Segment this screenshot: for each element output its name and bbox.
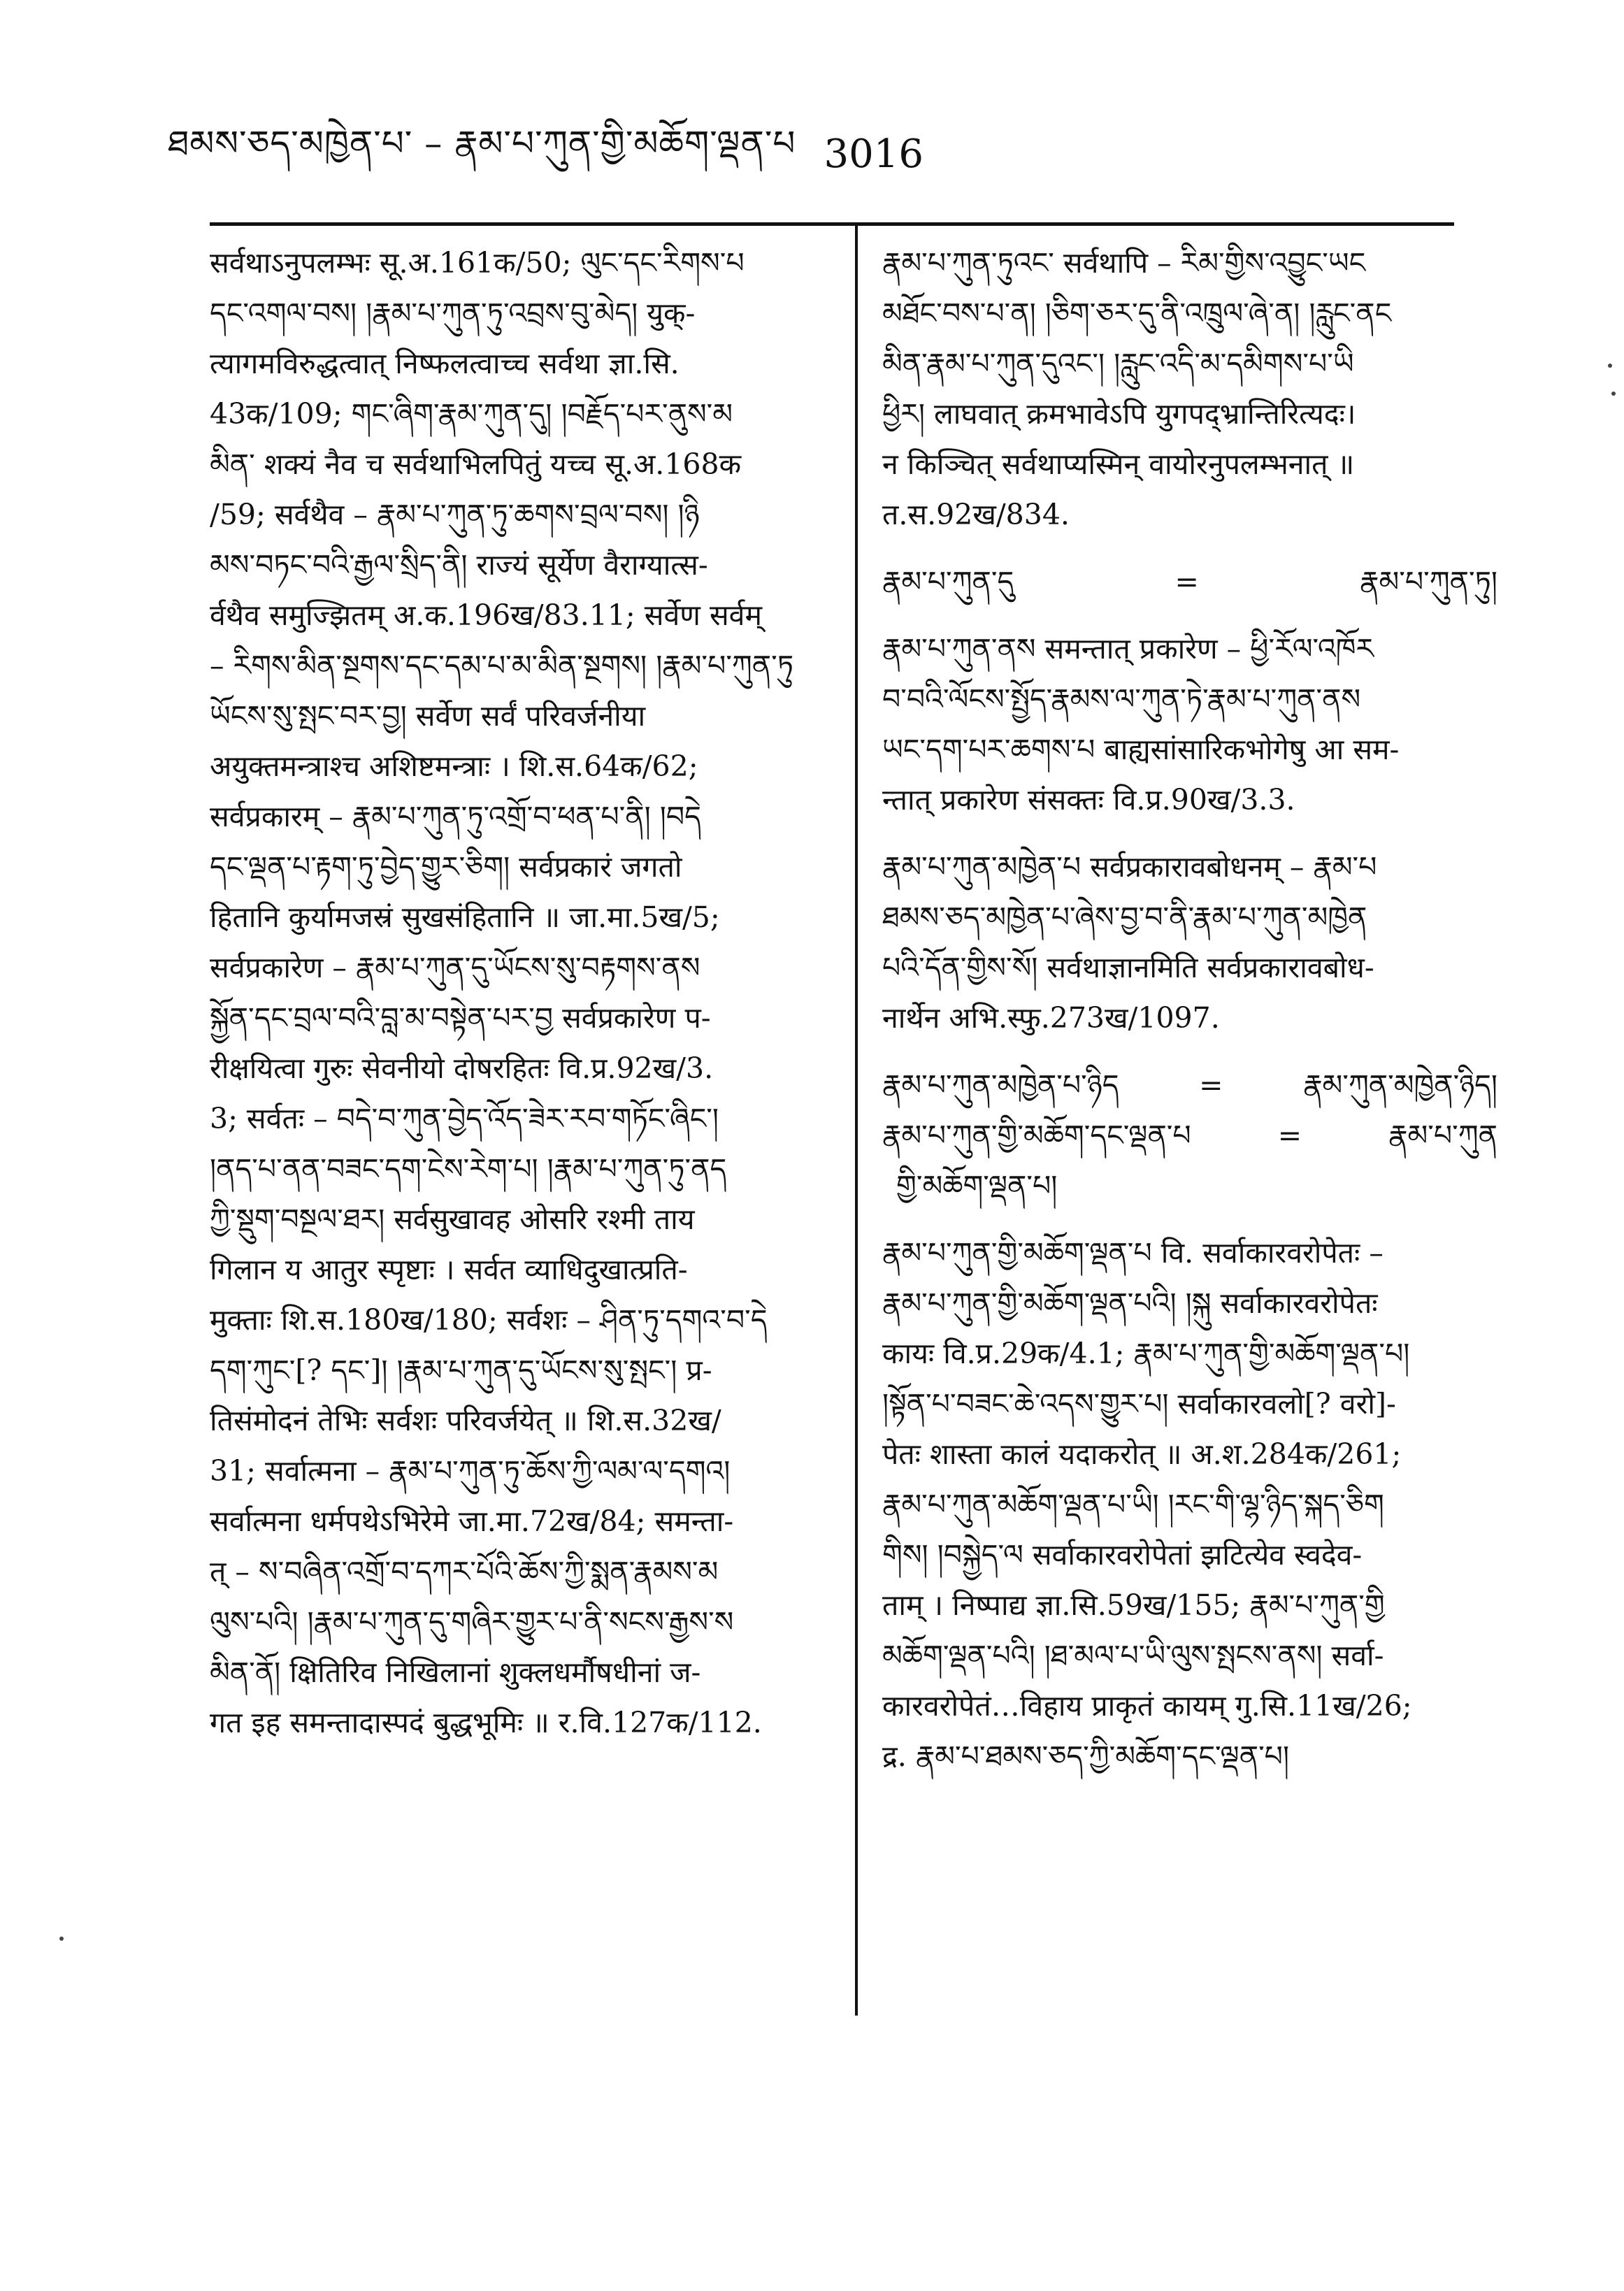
text-line: རྣམ་པ་ཀུན་མཆོག་ལྡན་པ་ཡི། །རང་གི་ལྷ་ཉིད་སྐད་ཅིག [882, 1488, 1384, 1521]
text-line: གིས། །བསྐྱེད་ལ सर्वाकारवरोपेतां झटित्येव स्वदेव- [882, 1538, 1363, 1572]
header-rule [210, 222, 1454, 226]
running-head-title: ཐམས་ཅད་མཁྱེན་པ་ – རྣམ་པ་ཀུན་གྱི་མཆོག་ལྡན་པ [168, 123, 796, 164]
equivalence-term: རྣམ་པ་ཀུན་གྱི་མཆོག་དང་ལྡན་པ [882, 1119, 1191, 1152]
column-divider [855, 226, 858, 2016]
equivalence-target: རྣམ་པ་ཀུན [1388, 1119, 1497, 1152]
entry-samantat [882, 624, 1497, 825]
text-line: མཐོང་བས་པ་ན། །ཅིག་ཅར་དུ་ནི་འཁྲུལ་ཞེ་ན། །རླུང་ནང [882, 296, 1392, 330]
text-line: तिसंमोदनं तेभिः सर्वशः परिवर्जयेत् ॥ शि.स.32ख/ [210, 1404, 721, 1437]
text-line: རྣམ་པ་ཀུན་ནས समन्तात् प्रकारेण – ཕྱི་རོལ་འཁོར [882, 632, 1374, 666]
text-line: गिलान य आतुर स्पृष्टाः । सर्वत व्याधिदुखात्प्रति- [210, 1253, 688, 1286]
text-line: सर्वप्रकारम् – རྣམ་པ་ཀུན་ཏུ་འགྲོ་བ་ཕན་པ་ནི། །བདེ [210, 800, 701, 833]
equivalence-sign: = [1174, 565, 1199, 598]
text-line: དག་ཀུང་[? དང་]། །རྣམ་པ་ཀུན་དུ་ཡོངས་སུ་སྤང་། प्र- [210, 1353, 712, 1387]
equivalence-term: རྣམ་པ་ཀུན་དུ [882, 565, 1014, 598]
text-line: – རིགས་མིན་སྔགས་དང་དམ་པ་མ་མིན་སྔགས། །རྣམ་པ་ཀུན་ཏུ [210, 649, 794, 682]
equivalence-continuation: གྱི་མཆོག་ལྡན་པ། [896, 1169, 1058, 1202]
text-line: མིན་ शक्यं नैव च सर्वथाभिलपितुं यच्च सू.अ.168क [210, 447, 742, 481]
text-line: རྣམ་པ་ཀུན་ཏུའང་ सर्वथापि – རིམ་གྱིས་འབྱུང་ཡང [882, 246, 1366, 280]
text-line: मुक्ताः शि.स.180ख/180; सर्वशः – ཤིན་ཏུ་དགའ་བ་དེ [210, 1303, 768, 1337]
entry-sarvathapi [882, 238, 1497, 540]
text-line: न किञ्चित् सर्वथाप्यस्मिन् वायोरनुपलम्भनात् ॥ [882, 447, 1355, 481]
text-line: སྐྱོན་དང་བྲལ་བའི་བླ་མ་བསྟེན་པར་བྱ सर्वप्रकारेण प- [210, 1001, 711, 1035]
text-line: सर्वात्मना धर्मपथेऽभिरेमे जा.मा.72ख/84; समन्ता- [210, 1504, 734, 1538]
equivalence-row [882, 556, 1497, 607]
equivalence-target: རྣམ་ཀུན་མཁྱེན་ཉིད། [1303, 1068, 1497, 1102]
text-line: सर्वप्रकारेण – རྣམ་པ་ཀུན་དུ་ཡོངས་སུ་བརྟགས་ནས [210, 951, 700, 984]
entry-sarvakaravaropeta [882, 1228, 1497, 1781]
scan-speck [59, 1937, 64, 1941]
left-column-text [210, 238, 825, 1748]
text-line: द्र. རྣམ་པ་ཐམས་ཅད་ཀྱི་མཆོག་དང་ལྡན་པ། [882, 1739, 1290, 1773]
text-line: त.स.92ख/834. [882, 498, 1070, 531]
scan-speck [1611, 392, 1616, 396]
text-line: कायः वि.प्र.29क/4.1; རྣམ་པ་ཀུན་གྱི་མཆོག་ལྡན་པ། [882, 1337, 1410, 1370]
text-line: །ནད་པ་ནན་བཟང་དག་ངེས་རེག་པ། །རྣམ་པ་ཀུན་ཏུ་ནད [210, 1152, 727, 1186]
entry-sarvaprakaravabodhana [882, 842, 1497, 1043]
text-line: 3; सर्वतः – བདེ་བ་ཀུན་བྱེད་འོད་ཟེར་རབ་གཏོང་ཞིང་། [210, 1102, 719, 1135]
text-line: དང་འགལ་བས། །རྣམ་པ་ཀུན་ཏུ་འབྲས་བུ་མེད། युक्- [210, 296, 696, 330]
text-line: 43क/109; གང་ཞིག་རྣམ་ཀུན་དུ། །བརྗོད་པར་ནུས་མ [210, 397, 733, 431]
equivalence-row [882, 1110, 1497, 1161]
text-line: 31; सर्वात्मना – རྣམ་པ་ཀུན་ཏུ་ཆོས་ཀྱི་ལམ་ལ་དགའ། [210, 1454, 731, 1488]
equivalence-sign: = [1199, 1068, 1223, 1102]
page-number: 3016 [824, 131, 924, 177]
right-column [882, 238, 1497, 1798]
scan-speck [1608, 364, 1612, 368]
text-line: त् – ས་བཞིན་འགྲོ་བ་དཀར་པོའི་ཆོས་ཀྱི་སྨན་རྣམས་མ [210, 1555, 719, 1588]
text-line: རྣམ་པ་ཀུན་གྱི་མཆོག་ལྡན་པ वि. सर्वाकारवरोपेतः – [882, 1236, 1384, 1270]
equivalence-target: རྣམ་པ་ཀུན་ཏུ། [1360, 565, 1497, 598]
text-line: དང་ལྡན་པ་རྟག་ཏུ་བྱེད་གྱུར་ཅིག། सर्वप्रकारं जगतो [210, 850, 682, 884]
text-line: ताम् । निष्पाद्य ज्ञा.सि.59ख/155; རྣམ་པ་ཀུན་གྱི [882, 1588, 1385, 1622]
text-line: ཡང་དག་པར་ཆགས་པ बाह्यसांसारिकभोगेषु आ सम- [882, 733, 1400, 766]
text-line: सर्वथाऽनुपलम्भः सू.अ.161क/50; ལུང་དང་རིགས་པ [210, 246, 745, 280]
equivalence-row [882, 1060, 1497, 1110]
equivalence-term: རྣམ་པ་ཀུན་མཁྱེན་པ་ཉིད [882, 1068, 1119, 1102]
left-column [210, 238, 825, 1765]
text-line: །སྟོན་པ་བཟང་ཆེ་འདས་གྱུར་པ། सर्वाकारवलो[? वरो]- [882, 1387, 1396, 1421]
text-line: त्यागमविरुद्धत्वात् निष्फलत्वाच्च सर्वथा ज्ञा.सि. [210, 347, 680, 380]
text-line: र्वथैव समुज्झितम् अ.क.196ख/83.11; सर्वेण सर्वम् [210, 598, 762, 632]
equivalence-block [882, 1110, 1497, 1211]
text-line: गत इह समन्तादास्पदं बुद्धभूमिः ॥ र.वि.127क/112. [210, 1706, 762, 1739]
text-line: ལུས་པའི། །རྣམ་པ་ཀུན་དུ་གཞིར་གྱུར་པ་ནི་སངས་རྒྱས་ས [210, 1605, 734, 1639]
equivalence-sign: = [1277, 1119, 1302, 1152]
text-line: ཡོངས་སུ་སྤང་བར་བྱ། सर्वेण सर्वं परिवर्जनीया [210, 699, 646, 733]
text-line: न्तात् प्रकारेण संसक्तः वि.प्र.90ख/3.3. [882, 783, 1295, 817]
text-line: पेतः शास्ता कालं यदाकरोत् ॥ अ.श.284क/261; [882, 1437, 1402, 1471]
text-line: रीक्षयित्वा गुरुः सेवनीयो दोषरहितः वि.प्र.92ख/3. [210, 1051, 714, 1085]
text-line: མཆོག་ལྡན་པའི། །ཐ་མལ་པ་ཡི་ལུས་སྤངས་ནས། सर्वा- [882, 1639, 1384, 1672]
text-line: བ་བའི་ལོངས་སྤྱོད་རྣམས་ལ་ཀུན་ཏེ་རྣམ་པ་ཀུན་ནས [882, 682, 1361, 716]
text-line: མིན་རྣམ་པ་ཀུན་དུའང་། །རླུང་འདི་མ་དམིགས་པ་ཡི [882, 347, 1354, 380]
text-line: हितानि कुर्यामजस्रं सुखसंहितानि ॥ जा.मा.5ख/5; [210, 900, 720, 934]
text-line: अयुक्तमन्त्राश्च अशिष्टमन्त्राः । शि.स.64क/62; [210, 749, 698, 783]
text-line: ཀྱི་སྡུག་བསྔལ་ཐར། सर्वसुखावह ओसरि रश्मी ताय [210, 1202, 695, 1236]
running-head [168, 119, 972, 189]
text-line: རྣམ་པ་ཀུན་གྱི་མཆོག་ལྡན་པའི། །སྐུ सर्वाकारवरोपेतः [882, 1286, 1378, 1320]
text-line: ཕྱིར། लाघवात् क्रमभावेऽपि युगपद्भ्रान्तिरित्यदः। [882, 397, 1356, 431]
text-line: नार्थेन अभि.स्फु.273ख/1097. [882, 1001, 1220, 1035]
text-line: कारवरोपेतं…विहाय प्राकृतं कायम् गु.सि.11ख/26; [882, 1689, 1412, 1723]
text-line: མས་བཏང་བའི་རྒྱལ་སྲིད་ནི། राज्यं सूर्येण वैराग्यात्स- [210, 548, 708, 582]
text-line: ཐམས་ཅད་མཁྱེན་པ་ཞེས་བྱ་བ་ནི་རྣམ་པ་ཀུན་མཁྱེན [882, 900, 1367, 934]
text-line: མིན་ནོ། क्षितिरिव निखिलानां शुक्लधर्मौषधीनां ज- [210, 1656, 701, 1689]
text-line: /59; सर्वथैव – རྣམ་པ་ཀུན་ཏུ་ཆགས་བྲལ་བས། །ཉི [210, 498, 700, 531]
text-line: པའི་དོན་གྱིས་སོ། सर्वथाज्ञानमिति सर्वप्रकारावबोध- [882, 951, 1374, 984]
text-line: རྣམ་པ་ཀུན་མཁྱེན་པ सर्वप्रकारावबोधनम् – རྣམ་པ [882, 850, 1377, 884]
